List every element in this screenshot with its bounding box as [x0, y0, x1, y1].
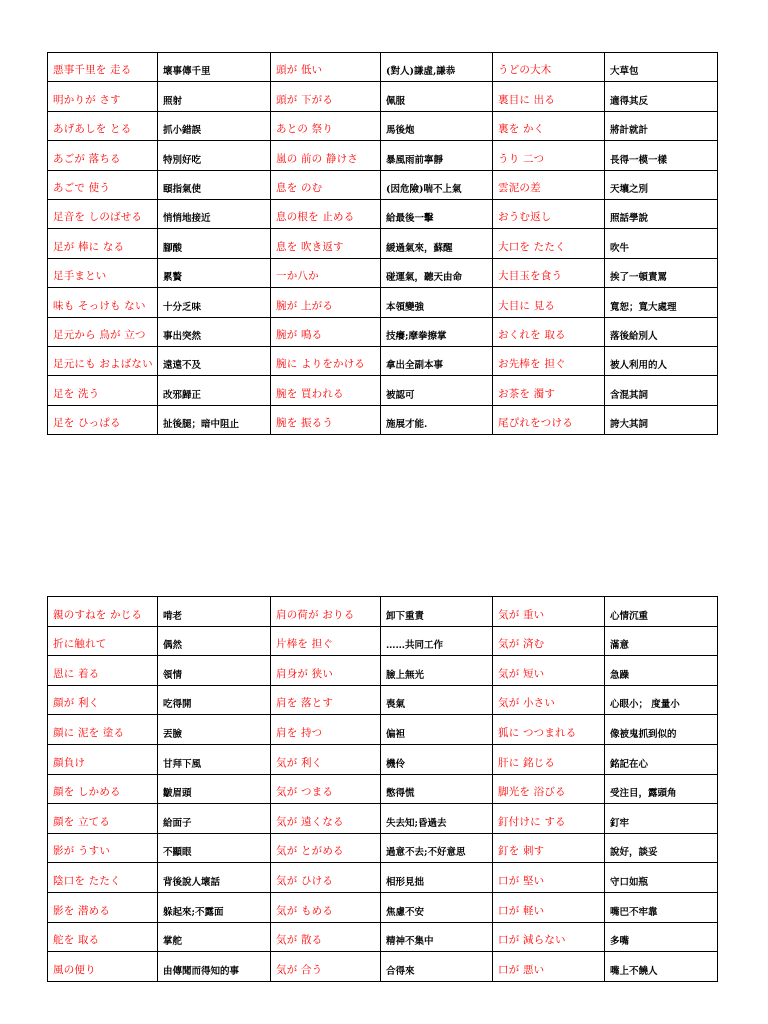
meaning-cell: 丟臉 [158, 715, 271, 745]
table-row [48, 82, 718, 111]
idiom-cell: お先棒を 担ぐ [493, 346, 605, 375]
table-row [48, 626, 718, 656]
meaning-cell: 心眼小； 度量小 [605, 685, 718, 715]
idiom-cell: あごが 落ちる [48, 141, 158, 170]
meaning-cell: 甘拜下風 [158, 744, 271, 774]
meaning-cell: 長得一模一樣 [605, 141, 718, 170]
idiom-cell: 頭が 下がる [271, 82, 381, 111]
idiom-cell: 尾ぴれをつける [493, 405, 605, 434]
table-row [48, 656, 718, 686]
idiom-table-2 [47, 596, 718, 982]
meaning-cell: 銘記在心 [605, 744, 718, 774]
table-row [48, 376, 718, 405]
meaning-cell: 照射 [158, 82, 271, 111]
meaning-cell: 落後給別人 [605, 317, 718, 346]
table-row [48, 715, 718, 745]
table-row [48, 863, 718, 893]
idiom-cell: 狐に つつまれる [493, 715, 605, 745]
meaning-cell: 被人利用的人 [605, 346, 718, 375]
meaning-cell: (對人)謙虛,謙恭 [381, 53, 493, 82]
meaning-cell: 佩服 [381, 82, 493, 111]
table-row [48, 405, 718, 434]
idiom-cell: 気が ひける [271, 863, 381, 893]
table-row [48, 170, 718, 199]
meaning-cell: 給面子 [158, 804, 271, 834]
table-row [48, 833, 718, 863]
meaning-cell: 碰運氣，聽天由命 [381, 258, 493, 287]
idiom-cell: 気が 合う [271, 952, 381, 982]
meaning-cell: 悄悄地接近 [158, 199, 271, 228]
idiom-table-body [48, 597, 718, 982]
meaning-cell: 偶然 [158, 626, 271, 656]
meaning-cell: 本領變強 [381, 288, 493, 317]
meaning-cell: 不顯眼 [158, 833, 271, 863]
idiom-cell: あげあしを とる [48, 111, 158, 140]
idiom-cell: 雲泥の差 [493, 170, 605, 199]
meaning-cell: 躲起來;不露面 [158, 892, 271, 922]
meaning-cell: 急躁 [605, 656, 718, 686]
meaning-cell: 由傳聞而得知的事 [158, 952, 271, 982]
idiom-cell: 顔を しかめる [48, 774, 158, 804]
idiom-table-1 [47, 52, 718, 435]
idiom-cell: 気が 重い [493, 597, 605, 627]
idiom-cell: 肩を 持つ [271, 715, 381, 745]
idiom-cell: 腕が 上がる [271, 288, 381, 317]
idiom-cell: 口が 減らない [493, 922, 605, 952]
meaning-cell: 大草包 [605, 53, 718, 82]
meaning-cell: 說好，談妥 [605, 833, 718, 863]
meaning-cell: 領情 [158, 656, 271, 686]
idiom-cell: 味も そっけも ない [48, 288, 158, 317]
table-row [48, 892, 718, 922]
meaning-cell: 啃老 [158, 597, 271, 627]
idiom-cell: 肝に 銘じる [493, 744, 605, 774]
table-row [48, 229, 718, 258]
meaning-cell: 釘牢 [605, 804, 718, 834]
idiom-cell: 大口を たたく [493, 229, 605, 258]
idiom-cell: 息を 吹き返す [271, 229, 381, 258]
idiom-cell: 気が 短い [493, 656, 605, 686]
meaning-cell: 拿出全副本事 [381, 346, 493, 375]
idiom-cell: 腕が 鳴る [271, 317, 381, 346]
meaning-cell: 挨了一頓責罵 [605, 258, 718, 287]
meaning-cell: 遠遠不及 [158, 346, 271, 375]
meaning-cell: ……共同工作 [381, 626, 493, 656]
idiom-cell: お茶を 濁す [493, 376, 605, 405]
meaning-cell: 焦慮不安 [381, 892, 493, 922]
idiom-cell: 口が 悪い [493, 952, 605, 982]
idiom-cell: 大目に 見る [493, 288, 605, 317]
idiom-cell: 頭が 低い [271, 53, 381, 82]
meaning-cell: 多嘴 [605, 922, 718, 952]
meaning-cell: 嘴上不饒人 [605, 952, 718, 982]
idiom-cell: 影を 潜める [48, 892, 158, 922]
idiom-cell: 恩に 着る [48, 656, 158, 686]
table-row [48, 111, 718, 140]
table-row [48, 258, 718, 287]
idiom-cell: 顔が 利く [48, 685, 158, 715]
meaning-cell: 心情沉重 [605, 597, 718, 627]
meaning-cell: 腳酸 [158, 229, 271, 258]
idiom-cell: 気が 小さい [493, 685, 605, 715]
idiom-cell: 釘付けに する [493, 804, 605, 834]
idiom-cell: 顔を 立てる [48, 804, 158, 834]
idiom-cell: 裏目に 出る [493, 82, 605, 111]
table-row [48, 288, 718, 317]
idiom-cell: 折に触れて [48, 626, 158, 656]
idiom-cell: 片棒を 担ぐ [271, 626, 381, 656]
idiom-cell: 足元にも およばない [48, 346, 158, 375]
meaning-cell: 憋得慌 [381, 774, 493, 804]
idiom-cell: 気が 散る [271, 922, 381, 952]
meaning-cell: 背後說人壞話 [158, 863, 271, 893]
meaning-cell: 扯後腿；暗中阻止 [158, 405, 271, 434]
idiom-cell: 親のすねを かじる [48, 597, 158, 627]
meaning-cell: 暴風雨前寧靜 [381, 141, 493, 170]
table-row [48, 685, 718, 715]
meaning-cell: 吹牛 [605, 229, 718, 258]
meaning-cell: 機伶 [381, 744, 493, 774]
meaning-cell: 頤指氣使 [158, 170, 271, 199]
meaning-cell: 過意不去;不好意思 [381, 833, 493, 863]
idiom-cell: 陰口を たたく [48, 863, 158, 893]
table-row [48, 774, 718, 804]
meaning-cell: 誇大其詞 [605, 405, 718, 434]
table-row [48, 317, 718, 346]
idiom-cell: 足元から 鳥が 立つ [48, 317, 158, 346]
idiom-cell: 腕を 振るう [271, 405, 381, 434]
idiom-cell: うり 二つ [493, 141, 605, 170]
meaning-cell: 抓小錯誤 [158, 111, 271, 140]
meaning-cell: 守口如瓶 [605, 863, 718, 893]
meaning-cell: 失去知;昏過去 [381, 804, 493, 834]
idiom-cell: おうむ返し [493, 199, 605, 228]
idiom-cell: 風の便り [48, 952, 158, 982]
meaning-cell: 嘴巴不牢靠 [605, 892, 718, 922]
meaning-cell: 相形見拙 [381, 863, 493, 893]
idiom-cell: 気が 遠くなる [271, 804, 381, 834]
idiom-cell: 一か八か [271, 258, 381, 287]
table-row [48, 922, 718, 952]
meaning-cell: 滿意 [605, 626, 718, 656]
idiom-cell: 口が 軽い [493, 892, 605, 922]
meaning-cell: 改邪歸正 [158, 376, 271, 405]
idiom-cell: 悪事千里を 走る [48, 53, 158, 82]
idiom-cell: 裏を かく [493, 111, 605, 140]
meaning-cell: 受注目，露頭角 [605, 774, 718, 804]
meaning-cell: 壞事傳千里 [158, 53, 271, 82]
idiom-cell: 足を ひっぱる [48, 405, 158, 434]
table-row [48, 804, 718, 834]
idiom-cell: 肩の荷が おりる [271, 597, 381, 627]
idiom-cell: 顔負け [48, 744, 158, 774]
idiom-cell: 息を のむ [271, 170, 381, 199]
idiom-cell: 大目玉を食う [493, 258, 605, 287]
meaning-cell: 馬後炮 [381, 111, 493, 140]
meaning-cell: 十分乏味 [158, 288, 271, 317]
meaning-cell: 吃得開 [158, 685, 271, 715]
idiom-cell: あとの 祭り [271, 111, 381, 140]
idiom-cell: 足手まとい [48, 258, 158, 287]
table-row [48, 141, 718, 170]
idiom-cell: 腕に よりをかける [271, 346, 381, 375]
meaning-cell: 特別好吃 [158, 141, 271, 170]
meaning-cell: 掌舵 [158, 922, 271, 952]
meaning-cell: 被認可 [381, 376, 493, 405]
idiom-cell: 足を 洗う [48, 376, 158, 405]
idiom-cell: 舵を 取る [48, 922, 158, 952]
table-row [48, 346, 718, 375]
table-row [48, 199, 718, 228]
meaning-cell: 精神不集中 [381, 922, 493, 952]
idiom-cell: 気が 済む [493, 626, 605, 656]
idiom-cell: おくれを 取る [493, 317, 605, 346]
meaning-cell: 卸下重責 [381, 597, 493, 627]
idiom-cell: 気が もめる [271, 892, 381, 922]
idiom-cell: あごで 使う [48, 170, 158, 199]
table-row [48, 597, 718, 627]
meaning-cell: 將計就計 [605, 111, 718, 140]
meaning-cell: 天壤之別 [605, 170, 718, 199]
idiom-cell: 気が 利く [271, 744, 381, 774]
meaning-cell: 像被鬼抓到似的 [605, 715, 718, 745]
meaning-cell: 含混其詞 [605, 376, 718, 405]
idiom-cell: 釘を 刺す [493, 833, 605, 863]
table-row [48, 952, 718, 982]
idiom-cell: 肩身が 狭い [271, 656, 381, 686]
idiom-cell: 影が うすい [48, 833, 158, 863]
idiom-cell: 足が 棒に なる [48, 229, 158, 258]
idiom-cell: 脚光を 浴びる [493, 774, 605, 804]
idiom-cell: 気が つまる [271, 774, 381, 804]
meaning-cell: 合得來 [381, 952, 493, 982]
meaning-cell: 緩過氣來，蘇醒 [381, 229, 493, 258]
idiom-cell: 顔に 泥を 塗る [48, 715, 158, 745]
idiom-cell: 足音を しのばせる [48, 199, 158, 228]
meaning-cell: 給最後一擊 [381, 199, 493, 228]
idiom-cell: 腕を 買われる [271, 376, 381, 405]
meaning-cell: 偏袒 [381, 715, 493, 745]
idiom-cell: 明かりが さす [48, 82, 158, 111]
meaning-cell: 技癢;摩拳擦掌 [381, 317, 493, 346]
idiom-cell: 息の根を 止める [271, 199, 381, 228]
meaning-cell: 施展才能. [381, 405, 493, 434]
meaning-cell: 事出突然 [158, 317, 271, 346]
meaning-cell: 適得其反 [605, 82, 718, 111]
meaning-cell: 照話學說 [605, 199, 718, 228]
meaning-cell: 臉上無光 [381, 656, 493, 686]
idiom-cell: 気が とがめる [271, 833, 381, 863]
meaning-cell: 皺眉頭 [158, 774, 271, 804]
idiom-cell: うどの大木 [493, 53, 605, 82]
meaning-cell: (因危險)喘不上氣 [381, 170, 493, 199]
meaning-cell: 累贅 [158, 258, 271, 287]
idiom-cell: 肩を 落とす [271, 685, 381, 715]
idiom-cell: 口が 堅い [493, 863, 605, 893]
meaning-cell: 寬恕；寬大處理 [605, 288, 718, 317]
table-row [48, 53, 718, 82]
table-row [48, 744, 718, 774]
idiom-cell: 嵐の 前の 静けさ [271, 141, 381, 170]
meaning-cell: 喪氣 [381, 685, 493, 715]
idiom-table-body [48, 53, 718, 435]
